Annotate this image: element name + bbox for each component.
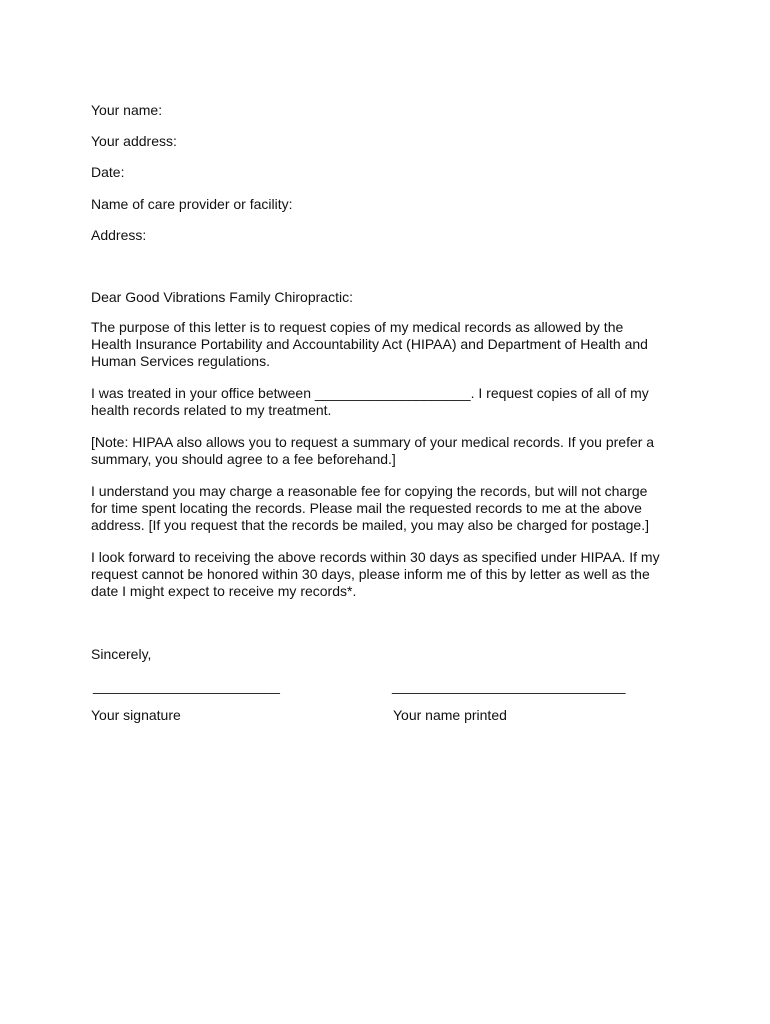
date-field-label: Date: (91, 164, 125, 180)
printed-name-blank-line: ______________________________ (392, 678, 626, 694)
note-paragraph (91, 434, 681, 468)
note-line-2: summary, you should agree to a fee beforehand.] (91, 451, 396, 468)
signature-blank-line: ________________________ (93, 678, 280, 694)
treatment-line-1: I was treated in your office between ____________________. I request copies of all of my (91, 385, 649, 401)
signature-label: Your signature (91, 707, 181, 723)
treatment-paragraph (91, 385, 681, 419)
purpose-paragraph (91, 319, 681, 371)
forward-paragraph (91, 549, 681, 601)
fee-paragraph (91, 483, 681, 535)
forward-line-2: request cannot be honored within 30 days, please inform me of this by letter as well as the (91, 566, 650, 583)
purpose-line-3: Human Services regulations. (91, 353, 270, 370)
your-name-field-label: Your name: (91, 102, 163, 118)
purpose-line-2: Health Insurance Portability and Accountability Act (HIPAA) and Department of Health and (91, 336, 648, 353)
printed-name-label: Your name printed (393, 707, 507, 723)
fee-line-3: address. [If you request that the records be mailed, you may also be charged for postage.] (91, 517, 649, 534)
provider-field-label: Name of care provider or facility: (91, 196, 293, 212)
fee-line-2: for time spent locating the records. Please mail the requested records to me at the above (91, 500, 642, 517)
fee-line-1: I understand you may charge a reasonable fee for copying the records, but will not charge (91, 483, 648, 499)
purpose-line-1: The purpose of this letter is to request copies of my medical records as allowed by the (91, 319, 624, 335)
provider-address-field-label: Address: (91, 227, 147, 243)
salutation: Dear Good Vibrations Family Chiropractic: (91, 289, 353, 305)
forward-line-1: I look forward to receiving the above records within 30 days as specified under HIPAA. If my (91, 549, 660, 565)
note-line-1: [Note: HIPAA also allows you to request a summary of your medical records. If you prefer a (91, 434, 655, 450)
forward-line-3: date I might expect to receive my records*. (91, 583, 357, 600)
treatment-line-2: health records related to my treatment. (91, 402, 332, 419)
closing: Sincerely, (91, 646, 152, 662)
your-address-field-label: Your address: (91, 133, 177, 149)
